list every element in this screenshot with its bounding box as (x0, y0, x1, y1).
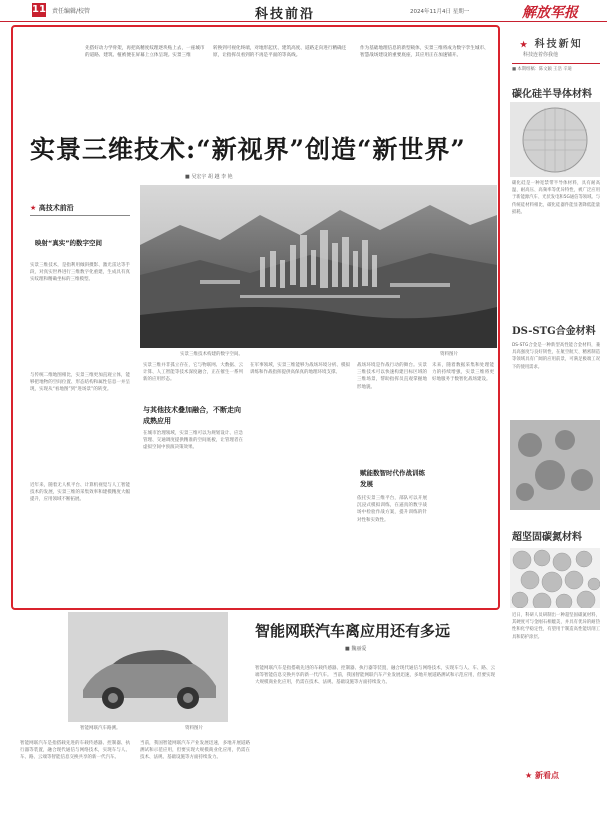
left-paragraph-3: 近年来，随着无人机平台、计算机视觉与人工智能技术的发展，实景三维的采集效率和建模精度大幅提升，应用领域不断拓展。 (30, 483, 130, 503)
page-header (0, 0, 607, 22)
intro-column-3: 作为基础地理信息的新型载体，实景三维将成为数字孪生城市、智慧战场建设的重要底座，其应用正在加速铺开。 (360, 46, 489, 58)
left-subhead: 映射“真实”的数字空间 (35, 239, 103, 247)
section-tag: ★ 高技术前沿 (30, 204, 74, 212)
star-icon: ★ (30, 204, 37, 212)
middle-paragraph-2: 在城市治理领域，实景三维可以为规划设计、应急管理、交通调度提供精准的空间底板，让管理者在虚拟空间中预演决策效果。 (143, 431, 243, 451)
sidebar-item-text-3: 近日，科研人员研制出一种超坚固碳氮材料，其硬度可与金刚石相媲美，并具有优异的耐热性和化学稳定性，有望用于制造高性能切削工具和防护涂层。 (512, 613, 600, 640)
middle-quote-heading: 与其他技术叠加融合，不断走向成熟应用 (143, 406, 241, 425)
bottom-paragraph-1: 智能网联汽车是指搭载先进的车载传感器、控制器、执行器等装置，融合现代通信与网络技术，实现车与人、车、路、云端等智能信息交换共享的新一代汽车。 (20, 741, 130, 761)
sidebar-item-text-1: 碳化硅是一种宽禁带半导体材料，具有耐高温、耐高压、高频率等优异特性，被广泛应用于新能源汽车、光伏发电和5G通信等领域。与传统硅材料相比，碳化硅器件能显著降低能量损耗。 (512, 181, 600, 215)
bottom-paragraph-2: 当前，我国智能网联汽车产业发展迅速，多地开展道路测试和示范应用，但要实现大规模商业化应用，仍需在技术、法规、基础设施等方面持续发力。 (140, 741, 250, 761)
sidebar-item-title-1: 碳化硅半导体材料 (512, 89, 592, 100)
bottom-paragraph-3: 智能网联汽车是指搭载先进的车载传感器、控制器、执行器等装置，融合现代通信与网络技术，实现车与人、车、路、云端等智能信息交换共享的新一代汽车。 当前，我国智能网联汽车产业发展迅速，多地开展道路测试和示范应用，但要实现大规模商业化应用，仍需在技术、法规、基础设施等方面持续发力。 (255, 666, 495, 686)
car-photo-credit: 资料图片 (185, 726, 203, 731)
right-paragraph-3: 未来，随着数据采集和处理能力的持续增强，实景三维将更好地服务于数智化战场建设。 (432, 363, 494, 383)
page-number: 11 (32, 4, 46, 15)
sidebar-item-text-2: DS-STG合金是一种新型高性能合金材料，兼具高强度与良好韧性，在航空航天、精密制造等领域具有广阔的应用前景，可满足极端工况下的使用需求。 (512, 343, 600, 370)
right-subhead: 赋能数智时代作战训练发展 (360, 469, 425, 488)
middle-paragraph-3: 在军事领域，实景三维能够为战场环境分析、模拟训练和作战指挥提供高保真的地理环境支撑。 (250, 363, 350, 376)
article-byline: ■ 吴宏宇 胡 越 李 艳 (185, 174, 233, 180)
3d-city-photo (140, 185, 497, 348)
alloy-image (510, 420, 600, 510)
carbon-nitride-image (510, 548, 600, 608)
intro-column-2: 转换到可视化终端，对地形起伏、建筑高度、道路走向进行精确还原，让指挥员看到的不再是平面的等高线。 (213, 46, 347, 58)
photo-caption: 实景三维技术构建的数字空间。 (180, 352, 243, 357)
photo-credit: 资料图片 (440, 352, 458, 357)
sidebar-divider (512, 63, 600, 64)
middle-lead: 实景三维并非孤立存在，它与物联网、大数据、云计算、人工智能等技术深度融合，正在催生一系列新的应用形态。 (143, 363, 243, 383)
car-photo-caption: 智能网联汽车路测。 (80, 726, 121, 731)
sidebar-editor: ■ 本期组稿：陈文颖 王浩 辛迪 (512, 67, 572, 72)
right-paragraph-2: 依托实景三维平台，部队可以开展沉浸式模拟训练，在逼真的数字战场中检验作战方案，提升训练的针对性和实效性。 (357, 496, 427, 523)
star-icon: ★ (525, 771, 533, 780)
edition-label: 责任编辑/校管 (52, 8, 91, 15)
masthead-logo: 解放军报 (522, 5, 578, 21)
right-lead: 战场环境是作战行动的舞台。实景三维技术可以快速构建目标区域的三维场景，帮助指挥员直观掌握地形地貌。 (357, 363, 427, 390)
wafer-image (510, 102, 600, 177)
sidebar-item-title-3: 超坚固碳氮材料 (512, 532, 582, 543)
city-illustration (140, 185, 497, 348)
issue-date: 2024年11月4日 星期一 (410, 9, 470, 15)
left-paragraph-2: 与传统二维地图相比，实景三维更加直观立体，能够把地物的空间位置、形态结构和属性信息一并呈现，实现从“看地图”到“进场景”的转变。 (30, 373, 130, 393)
divider (30, 215, 130, 216)
article-headline: 实景三维技术:“新视界”创造“新世界” (30, 135, 466, 164)
bottom-headline: 智能网联汽车离应用还有多远 (255, 622, 451, 640)
car-photo (68, 612, 228, 722)
section-title: 科技前沿 (255, 7, 316, 22)
new-knowledge-tag: ★ 新看点 (525, 771, 559, 780)
sidebar-subtitle: 科技连着你我他 (523, 52, 559, 58)
intro-column-1: 先搭好动力学骨架，再把高精度纹理逐块贴上去，一座城市的道路、建筑、植被便在屏幕上立体呈现。实景三维 (85, 46, 205, 58)
star-icon: ★ (520, 39, 530, 49)
bottom-byline: ■ 魏丽爱 (345, 646, 367, 652)
left-paragraph-1: 实景三维技术，是指利用倾斜摄影、激光雷达等手段，对真实世界进行三维数字化重建，生成具有真实纹理和精确坐标的三维模型。 (30, 263, 130, 283)
sidebar-item-title-2: DS-STG合金材料 (512, 326, 596, 337)
sidebar-title: ★ 科技新知 (520, 39, 583, 50)
